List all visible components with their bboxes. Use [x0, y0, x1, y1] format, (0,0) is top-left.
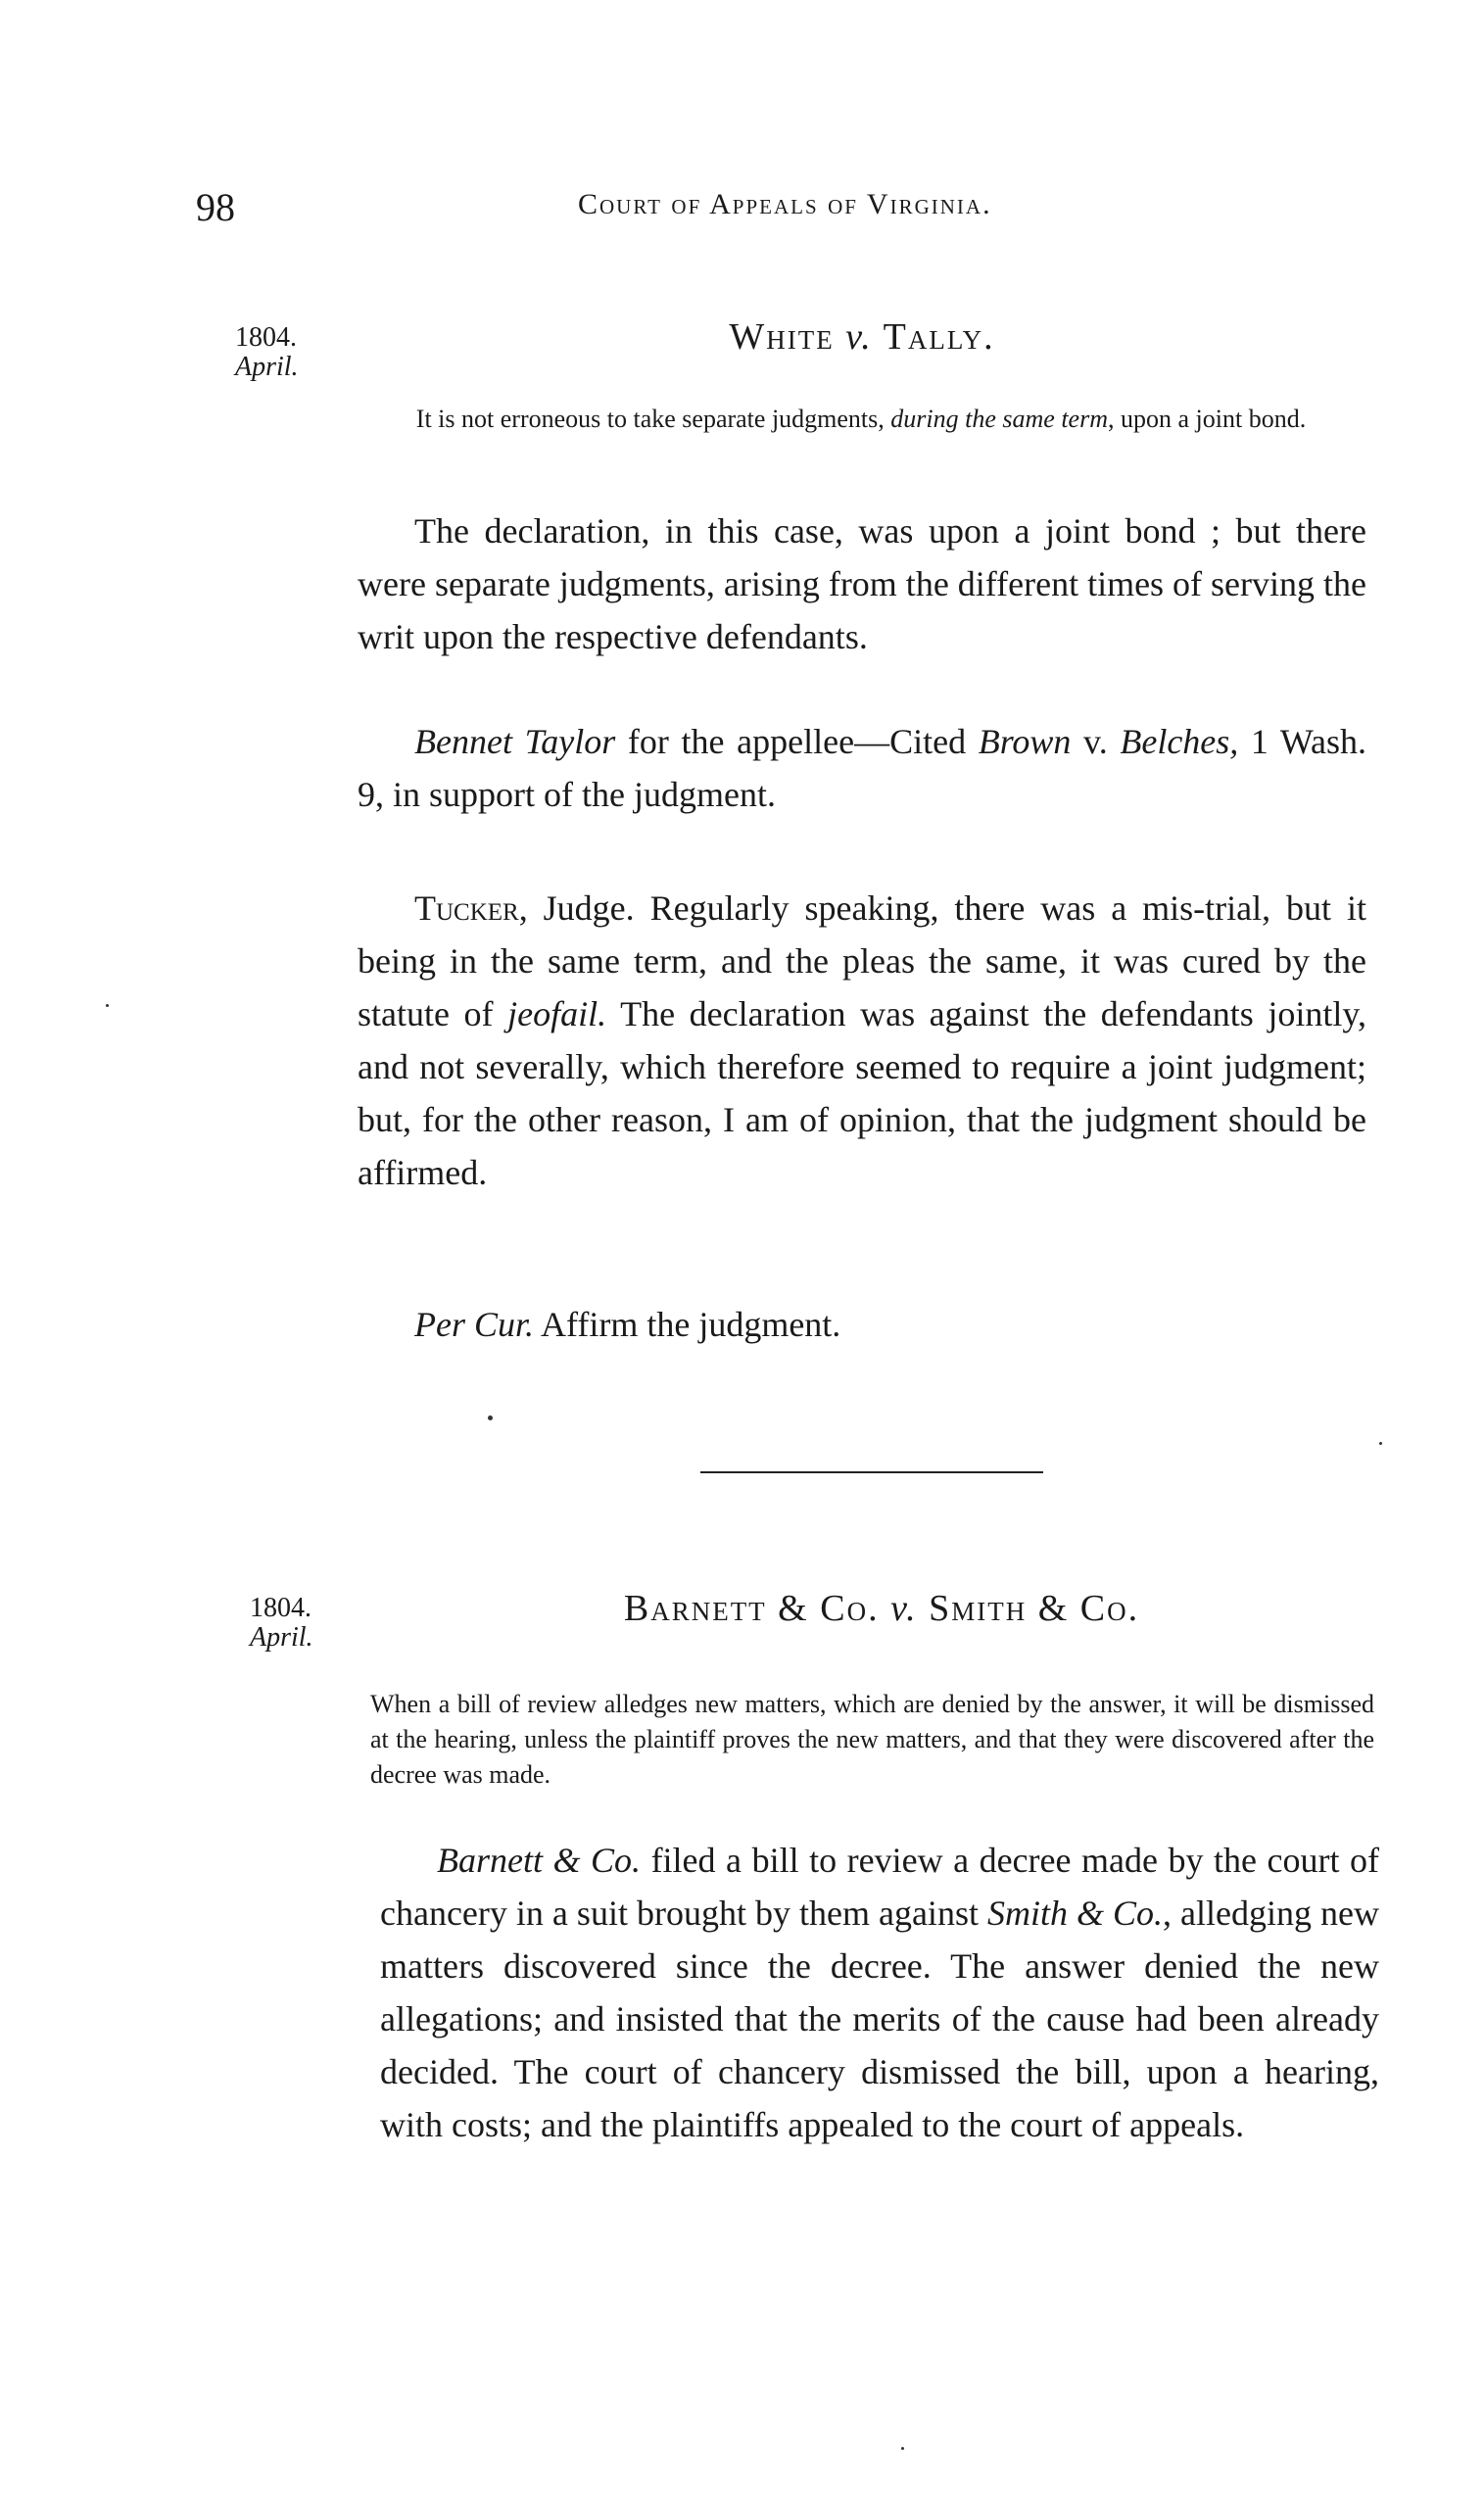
case1-title	[353, 315, 1371, 359]
case1-paragraph-2-text-a: for the appellee—Cited	[615, 722, 979, 761]
case1-title-defendant: Tally.	[883, 316, 995, 358]
case1-opinion	[358, 882, 1366, 1199]
case2-headnote: When a bill of review alledges new matters, which are denied by the answer, it will be dismissed at the hearing, unless the plaintiff proves the new matters, and that they were discovered after the decree was made.	[370, 1690, 1374, 1789]
scan-speck	[488, 1415, 493, 1420]
case1-margin-date	[235, 323, 299, 382]
case2-margin-date	[250, 1594, 313, 1653]
section-divider	[700, 1471, 1043, 1473]
case1-paragraph-1: The declaration, in this case, was upon a joint bond ; but there were separate judgments, arising from the different times of serving the writ upon the respective defendants.	[358, 511, 1367, 656]
case1-margin-year: 1804.	[235, 322, 297, 353]
case2-title-defendant: Smith & Co.	[929, 1588, 1140, 1629]
case1-paragraph-2-text-b: 1 Wash. 9, in support of the judgment.	[358, 722, 1366, 814]
case1-disposition-text: Affirm the judgment.	[534, 1305, 841, 1344]
scan-speck	[1379, 1442, 1382, 1445]
case1-opinion-emphasis: jeofail.	[507, 994, 607, 1033]
case1-disposition	[358, 1298, 1366, 1351]
case1-counsel-name: Bennet Taylor	[414, 722, 616, 761]
case1-per-curiam: Per Cur.	[414, 1305, 535, 1344]
case2-paragraph-1-text-b: , alledging new matters discovered since the decree. The answer denied the new allegations; and insisted that the merits of the cause had been already decided. The court of chancery dismissed the bill, upon a hearing, with costs; and the plaintiffs appealed to the court of appeals.	[380, 1894, 1379, 2144]
case2-party-plaintiff: Barnett & Co.	[437, 1841, 642, 1880]
page-number: 98	[196, 185, 235, 229]
scan-speck	[106, 1004, 109, 1007]
running-head: Court of Appeals of Virginia.	[578, 188, 992, 220]
case1-opinion-text-b: The declaration was against the defendants jointly, and not severally, which therefore seemed to require a joint judgment; but, for the other reason, I am of opinion, that the judgment should be affirmed.	[358, 994, 1366, 1192]
case1-opinion-text-a: , Judge. Regularly speaking, there was a mis-trial, but it being in the same term, and the pleas the same, it was cured by the statute of	[358, 888, 1366, 1033]
case2-party-defendant: Smith & Co.	[986, 1894, 1164, 1933]
case1-cited-case-party-1: Brown	[978, 722, 1072, 761]
case1-paragraph-2	[358, 715, 1366, 821]
case1-headnote-text-a: It is not erroneous to take separate judgments,	[415, 405, 891, 433]
case1-cited-case-versus: v.	[1071, 722, 1121, 761]
case1-headnote	[358, 402, 1364, 437]
case2-title	[372, 1587, 1391, 1630]
case1-title-versus: v.	[845, 316, 873, 358]
case2-margin-year: 1804.	[250, 1593, 311, 1623]
case1-headnote-text-b: , upon a joint bond.	[1107, 405, 1307, 433]
case1-margin-month: April.	[235, 352, 299, 382]
case2-paragraph-1	[380, 1834, 1379, 2151]
case1-cited-case-party-2: Belches,	[1120, 722, 1239, 761]
case2-paragraph-1-text-a: filed a bill to review a decree made by the court of chancery in a suit brought by them against	[380, 1841, 1379, 1933]
case2-title-versus: v.	[890, 1588, 918, 1629]
case1-title-plaintiff: White	[729, 316, 835, 358]
scan-speck	[901, 2447, 904, 2450]
case2-margin-month: April.	[250, 1622, 313, 1653]
case1-headnote-emphasis: during the same term	[890, 405, 1108, 433]
case2-title-plaintiff: Barnett & Co.	[623, 1588, 880, 1629]
case1-judge-name: Tucker	[414, 888, 519, 928]
